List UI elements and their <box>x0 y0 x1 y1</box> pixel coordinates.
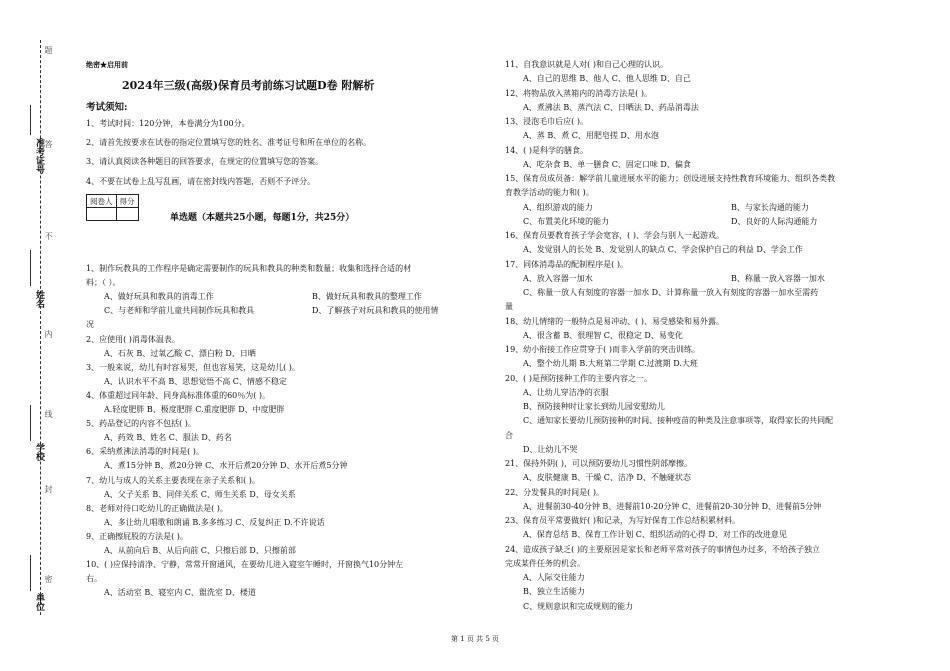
question-text <box>505 373 652 385</box>
answer-option <box>523 159 691 171</box>
line-text: 育教学活动的能力和( )。 <box>505 188 594 198</box>
question-text <box>505 515 740 527</box>
question-text <box>86 503 228 515</box>
line-text: D、让幼儿不哭 <box>523 444 578 454</box>
line-text: 14、( )是科学的膳食。 <box>505 145 588 155</box>
answer-option <box>523 415 833 427</box>
line-text: 完成某件任务的机会。 <box>505 558 585 568</box>
line-text: A、蒸 B、煮 C、用肥皂搓 D、用水泡 <box>523 131 659 141</box>
score-table <box>86 194 139 221</box>
answer-option <box>104 305 439 317</box>
answer-option <box>104 517 325 529</box>
answer-option-2: B、称量一放入容器一加水 <box>731 273 825 283</box>
line-text: A、父子关系 B、同伴关系 C、师生关系 D、母女关系 <box>104 489 296 499</box>
question-text <box>86 573 102 585</box>
score-header: 得分 <box>116 195 138 208</box>
line-text: 11、自我意识就是人对( )和自己心理的认识。 <box>505 60 668 69</box>
line-text: A、做好玩具和教具的消毒工作 <box>104 292 214 302</box>
question-text <box>86 277 121 289</box>
answer-option-2: D、良好的人际沟通能力 <box>731 216 818 226</box>
answer-option <box>523 572 585 584</box>
line-text: A、吃杂食 B、单一膳食 C、固定口味 D、偏食 <box>523 159 691 169</box>
unit-label: 单位 <box>34 593 44 611</box>
line-text: 22、分发餐具的时间是( )。 <box>505 487 604 497</box>
answer-option <box>104 376 287 388</box>
grader-header: 阅卷人 <box>87 195 117 208</box>
line-text: 合 <box>505 430 513 440</box>
line-text: 24、造成孩子缺乏( )的主要原因是家长和老师平常对孩子的事情包办过多，不给孩子独立 <box>505 544 820 554</box>
cut-mark: 线 <box>44 410 53 418</box>
answer-option <box>523 401 665 413</box>
name-label: 姓名 <box>34 290 44 308</box>
question-text <box>505 116 588 128</box>
question-text <box>86 334 180 346</box>
question-text <box>505 458 692 470</box>
line-text: 13、浸泡毛巾后应( )。 <box>505 117 588 126</box>
line-text: A、活动室 B、寝室内 C、盥洗室 D、楼道 <box>104 588 256 598</box>
notes-title: 考试须知: <box>86 102 128 113</box>
binding-strip <box>0 0 70 671</box>
answer-option <box>104 460 347 472</box>
line-text: A.轻度肥胖 B、极度肥胖 C.重度肥胖 D、中度肥胖 <box>104 405 285 414</box>
name-field[interactable] <box>30 250 31 286</box>
line-text: A、皮肤健康 B、干燥 C、洁净 D、不触碰状态 <box>523 473 691 483</box>
line-text: A、组织游戏的能力 <box>523 202 593 212</box>
cut-mark: 封 <box>44 485 53 493</box>
answer-option <box>523 472 691 484</box>
question-text <box>86 446 204 458</box>
line-text: A、保育总结 B、保育工作计划 C、组织活动的心得 D、对工作的改进意见 <box>523 530 787 540</box>
answer-option <box>523 73 691 85</box>
line-text: B、独立生活能力 <box>523 587 585 597</box>
school-label: 学校 <box>34 443 44 461</box>
answer-option <box>523 287 818 299</box>
question-text <box>505 487 604 499</box>
line-text: 9、正确擦屁股的方法是( )。 <box>86 531 188 541</box>
answer-option <box>523 130 659 142</box>
answer-option <box>523 216 818 228</box>
line-text: 3、一般来说，幼儿有时容易哭，但也容易笑，这是幼儿( )。 <box>86 362 300 372</box>
line-text: 20、( )是预防接种工作的主要内容之一。 <box>505 373 652 383</box>
line-text: A、从前向后 B、从后向前 C、只擦后部 D、只擦前部 <box>104 546 296 555</box>
question-text <box>505 301 513 313</box>
line-text: 况 <box>86 320 94 330</box>
answer-option <box>523 444 577 456</box>
question-text <box>86 263 411 275</box>
question-text <box>505 187 594 199</box>
school-field[interactable] <box>30 405 31 441</box>
line-text: A、自己的思维 B、他人 C、他人思维 D、自己 <box>523 74 691 84</box>
question-text <box>86 475 260 487</box>
line-text: A、煮沸法 B、蒸汽法 C、日晒法 D、药品消毒法 <box>523 102 699 112</box>
line-text: A、人际交往能力 <box>523 573 585 582</box>
line-text: 1、制作玩教具的工作程序是确定需要制作的玩具和教具的种类和数量；收集和选择合适的材 <box>86 264 412 273</box>
question-text <box>505 88 652 100</box>
answer-option <box>104 404 285 416</box>
line-text: C、通知家长要幼儿预防接种的时间、接种疫苗的种类及注意事项等，取得家长的共同配 <box>523 416 834 426</box>
answer-option <box>104 489 296 501</box>
exam-number-label: 准考证号 <box>34 138 44 174</box>
left-question-column <box>86 263 481 613</box>
line-text: 21、保持外阴( )，可以预防要幼儿习惯性阴部摩擦。 <box>505 459 692 468</box>
line-text: A、煮15分钟 B、煮20分钟 C、水开后煮20分钟 D、水开后煮5分钟 <box>104 461 348 471</box>
note-item: 4、不要在试卷上乱写乱画，请在密封线内答题，否则不予评分。 <box>86 177 316 186</box>
line-text: B、预防接种时让家长到幼儿园安慰幼儿 <box>523 402 665 411</box>
secret-mark: 绝密★启用前 <box>86 60 128 69</box>
answer-option <box>523 501 821 513</box>
line-text: A、认识水平不高 B、思想觉悟不高 C、情感不稳定 <box>104 376 287 386</box>
cut-mark: 题 <box>44 46 53 54</box>
answer-option <box>523 529 787 541</box>
note-item: 3、请认真阅读各种题目的回答要求，在规定的位置填写您的答案。 <box>86 157 324 166</box>
line-text: 2、应使用( )消毒体温表。 <box>86 334 180 344</box>
line-text: 5、药品登记的内容不包括( )。 <box>86 419 196 429</box>
line-text: 量 <box>505 302 513 312</box>
section-heading: 单选题（本题共25小题，每题1分，共25分） <box>170 213 355 223</box>
line-text: 8、老师对待口吃幼儿的正确做法是( )。 <box>86 503 228 513</box>
question-text <box>505 544 820 556</box>
cut-mark: 内 <box>44 330 53 338</box>
score-cell[interactable] <box>116 208 138 221</box>
line-text: A、发觉别人的长处 B、发觉别人的缺点 C、学会保护自己的利益 D、学会工作 <box>523 245 803 255</box>
page-footer: 第 1 页 共 5 页 <box>450 635 500 643</box>
line-text: 7、幼儿与成人的关系主要表现在亲子关系和( )。 <box>86 475 260 485</box>
question-text <box>505 344 700 356</box>
note-item: 2、请首先按要求在试卷的指定位置填写您的姓名、准考证号和所在单位的名称。 <box>86 138 372 147</box>
unit-field[interactable] <box>30 555 31 591</box>
answer-option <box>523 330 683 342</box>
line-text: A、多让幼儿唱歌和朗诵 B.多多练习 C、反复纠正 D.不许说话 <box>104 517 325 527</box>
line-text: A、整个幼儿期 B.大班第二学期 C.过渡期 D.大班 <box>523 359 698 369</box>
page-title: 2024年三级(高级)保育员考前练习试题D卷 附解析 <box>122 79 375 92</box>
question-text <box>86 418 196 430</box>
line-text: A、放入容器一加水 <box>523 273 593 283</box>
line-text: C、规则意识和完成规则的能力 <box>523 601 634 611</box>
answer-option <box>523 358 698 370</box>
answer-option <box>104 291 422 303</box>
line-text: 23、保育员平常要做好( )和记录，为写好保育工作总结积累材料。 <box>505 516 740 525</box>
question-text <box>505 259 628 271</box>
line-text: 10、( )应保持清净、宁静，常常开窗通风，在要幼儿进入寝室午睡时，开窗换气10分钟左 <box>86 560 404 570</box>
line-text: C、称量一放人有刻度的容器一加水 D、计算称量一放入有刻度的容器一加水至需药 <box>523 288 819 297</box>
line-text: 4、体重超过同年龄、同身高标准体重的60％为( )。 <box>86 390 271 400</box>
line-text: 17、同体消毒品的配制程序是( )。 <box>505 259 628 269</box>
answer-option <box>523 244 803 256</box>
line-text: A、进餐前30-40分钟 B、进餐前10-20分钟 C、进餐前20-30分钟 D、进餐前5分钟 <box>523 501 822 511</box>
answer-option <box>104 587 256 599</box>
note-item: 1、考试时间：120分钟，本卷满分为100分。 <box>86 119 250 128</box>
right-question-column <box>505 59 900 619</box>
line-text: A、让幼儿穿洁净的衣服 <box>523 387 609 397</box>
answer-option <box>523 387 609 399</box>
question-text <box>505 145 588 157</box>
question-text <box>505 173 835 185</box>
question-text <box>86 319 94 331</box>
line-text: C、与老师和学前儿童共同制作玩具和教具 <box>104 306 255 316</box>
line-text: 15、保育员成员备‎：解学前儿童进展水平的能力；创设进展支持性教育环境能力、组织各类教 <box>505 174 836 183</box>
cut-mark: 答 <box>44 140 53 148</box>
question-text <box>505 230 724 242</box>
line-text: C、布置美化环境的能力 <box>523 216 610 226</box>
question-text <box>86 531 188 543</box>
answer-option <box>523 586 585 598</box>
answer-option <box>104 432 232 444</box>
answer-option <box>104 545 296 557</box>
exam-number-field[interactable] <box>30 105 31 135</box>
answer-option <box>523 601 633 613</box>
line-text: 19、幼小衔接工作应贯穿于( )而非入学前的突击训练。 <box>505 345 700 354</box>
seal-line <box>40 40 41 615</box>
cut-mark: 密 <box>44 575 53 583</box>
question-text <box>86 362 300 374</box>
answer-option-2: D、了解孩子对玩具和教具的使用情 <box>312 306 439 316</box>
line-text: A、很含蓄 B、很理智 C、很稳定 D、易变化 <box>523 330 683 340</box>
question-text <box>86 559 403 571</box>
line-text: 料；（ ）。 <box>86 278 121 288</box>
answer-option <box>523 102 699 114</box>
question-text <box>505 316 724 328</box>
question-text <box>505 558 585 570</box>
line-text: 右。 <box>86 574 102 584</box>
line-text: 6、采纳煮沸法消毒的时间是( )。 <box>86 447 204 457</box>
answer-option-2: B、与家长沟通的能力 <box>731 202 809 212</box>
question-text <box>505 59 668 71</box>
cut-mark: 不 <box>44 232 53 240</box>
line-text: 12、将物品放入蒸箱内的消毒方法是( )。 <box>505 88 652 98</box>
line-text: 16、保育员要教育孩子学会宽容，( )、学会与别人一起游戏。 <box>505 231 724 240</box>
answer-option <box>523 273 825 285</box>
line-text: A、石灰 B、过氧乙酸 C、漂白粉 D、日晒 <box>104 348 256 358</box>
question-text <box>505 430 513 442</box>
line-text: 18、幼儿情绪的一般特点是易冲动、( )、易受感染和易外露。 <box>505 316 724 326</box>
answer-option <box>523 202 809 214</box>
question-text <box>86 390 270 402</box>
grader-cell[interactable] <box>87 208 117 221</box>
answer-option <box>104 348 256 360</box>
line-text: A、药效 B、姓名 C、服法 D、药名 <box>104 433 232 443</box>
answer-option-2: B、做好玩具和教具的整理工作 <box>312 292 422 302</box>
